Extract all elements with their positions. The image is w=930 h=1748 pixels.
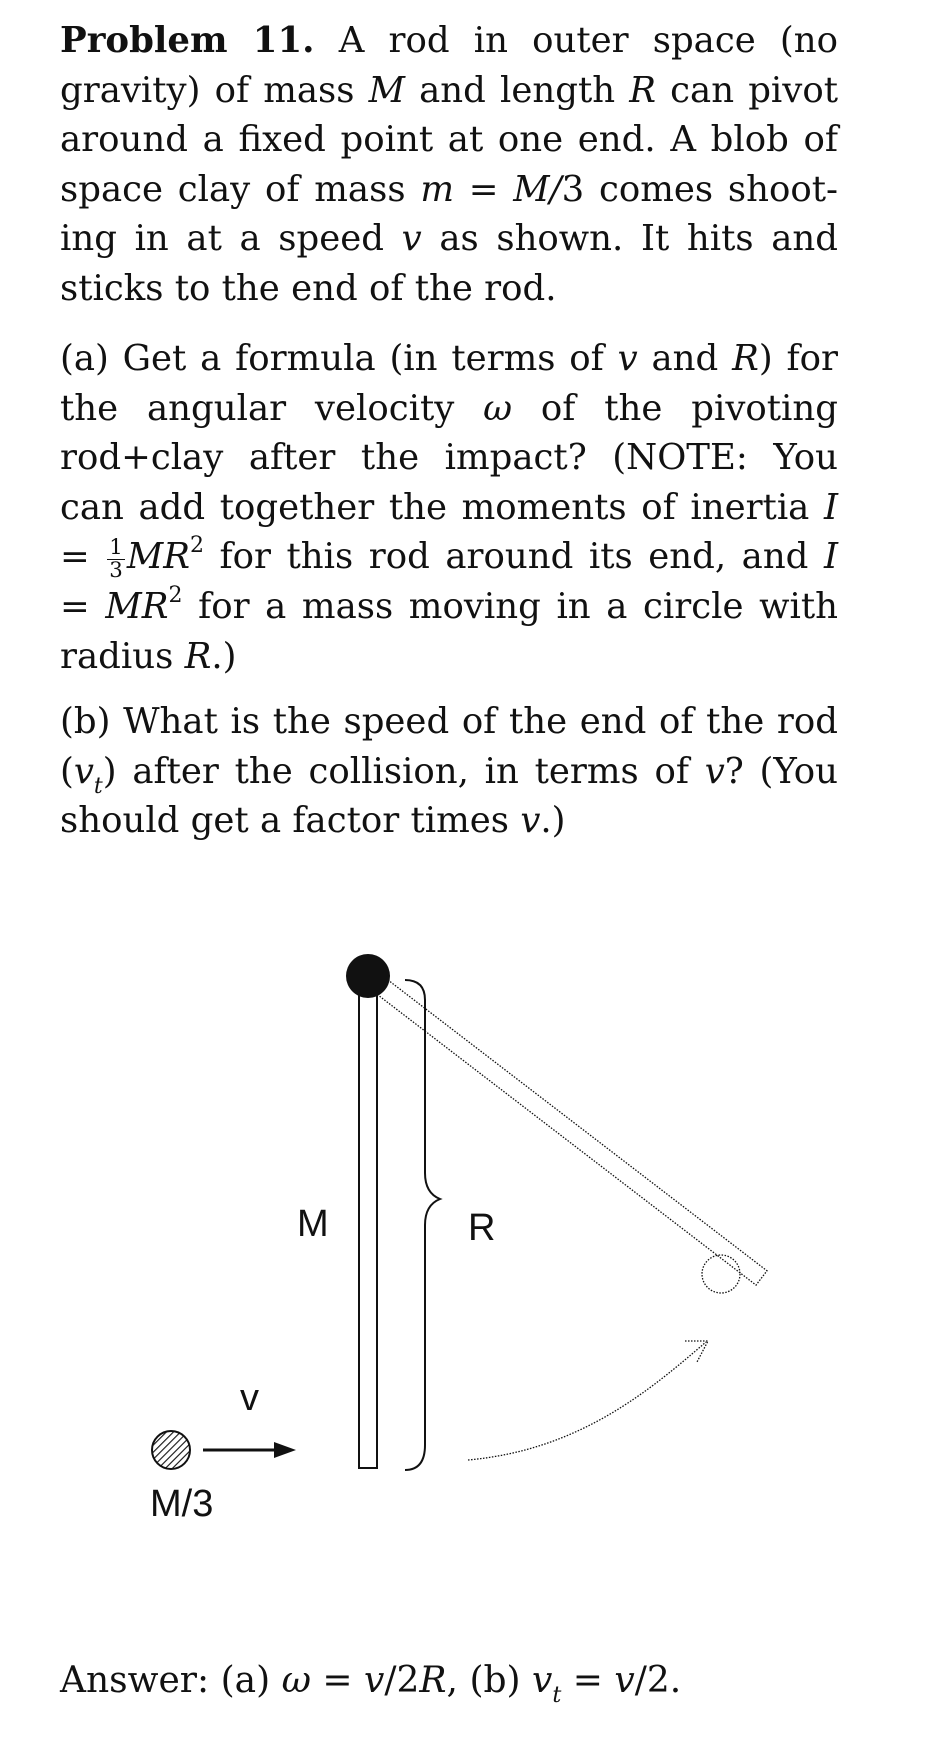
part-b-text-4: .): [540, 800, 566, 841]
problem-text-5: as shown. It hits and sticks to the end of the rod.: [60, 218, 838, 309]
rod-mass-label: M: [297, 1203, 329, 1245]
math-subscript-t: t: [552, 1682, 562, 1709]
rod-clay-diagram: [0, 940, 930, 1540]
math-eq: =: [322, 1660, 353, 1701]
math-v: v: [364, 1660, 385, 1701]
part-a-and: and: [651, 338, 719, 379]
part-a-text-1: (a) Get a formula (in terms of: [60, 338, 604, 379]
problem-heading: Problem 11.: [60, 20, 315, 61]
answer-part-b: (b): [469, 1660, 521, 1701]
math-I: I: [823, 536, 838, 577]
math-m: m: [420, 168, 454, 210]
part-a-text-4: for this rod around its end, and: [219, 536, 809, 577]
answer-prefix: Answer:: [60, 1660, 210, 1701]
velocity-label: v: [240, 1377, 259, 1419]
answer-comma: ,: [446, 1660, 458, 1701]
math-vt: v: [532, 1660, 553, 1701]
fraction-one-third: [107, 534, 125, 583]
math-subscript-t: t: [93, 773, 103, 799]
length-label: R: [468, 1207, 496, 1249]
blob-mass-label: M/3: [150, 1483, 214, 1525]
answer-line: [60, 1656, 682, 1709]
math-v: v: [401, 218, 422, 259]
problem-text-2: and length: [419, 69, 616, 111]
part-b-text-3: ? (You should get a factor times: [60, 750, 838, 841]
part-a-question: [60, 334, 838, 681]
math-MR: MR: [126, 536, 190, 577]
answer-a-divisor: /2: [384, 1660, 420, 1701]
velocity-arrowhead: [274, 1442, 296, 1458]
answer-b-value: /2.: [634, 1660, 682, 1701]
math-MR: MR: [105, 586, 169, 628]
answer-part-a: (a): [220, 1660, 271, 1701]
pivot-point: [346, 954, 390, 998]
math-mval-3: 3: [561, 168, 585, 210]
math-eq: =: [60, 536, 90, 577]
part-a-text-3: of the pivoting rod+clay after the impact? (NOTE: You can add together the moments of inertia: [60, 387, 838, 528]
math-I: I: [823, 486, 838, 528]
part-b-text-2: ) after the collision, in terms of: [102, 750, 689, 792]
problem-text-1: A rod in outer space (no gravity) of mass: [60, 20, 838, 111]
math-mval: M/: [513, 168, 562, 210]
math-exponent: 2: [168, 583, 183, 609]
math-v: v: [520, 800, 541, 841]
fraction-denominator: 3: [109, 557, 123, 583]
part-a-text-5: for a mass moving in a circle with radius: [60, 586, 838, 677]
trajectory-arrowhead: [685, 1341, 708, 1362]
math-M: M: [368, 69, 405, 111]
math-eq: =: [468, 168, 499, 210]
math-omega: ω: [483, 387, 513, 429]
problem-text-3: can pivot around a fixed point at one end. A blob of space clay of mass: [60, 69, 838, 210]
math-exponent: 2: [189, 532, 204, 558]
math-v: v: [617, 338, 638, 379]
math-vt: v: [73, 750, 94, 792]
problem-statement: [60, 16, 838, 313]
math-R: R: [732, 338, 759, 379]
math-v: v: [704, 750, 725, 792]
fraction-numerator: 1: [109, 534, 123, 560]
math-omega: ω: [281, 1660, 311, 1701]
part-b-question: [60, 697, 838, 846]
part-b-text-1: (b) What is the speed of the end of the rod (: [60, 701, 838, 792]
math-v: v: [614, 1660, 635, 1701]
math-eq: =: [572, 1660, 603, 1701]
rod: [359, 976, 377, 1468]
math-R: R: [184, 635, 212, 677]
math-R: R: [419, 1660, 447, 1701]
math-eq: =: [60, 586, 90, 628]
length-brace: [405, 980, 440, 1470]
rotated-rod: [363, 969, 767, 1285]
trajectory-arc: [468, 1342, 706, 1460]
part-a-text-6: .): [211, 635, 237, 677]
part-a-text-2: ) for the angular velocity: [60, 338, 838, 429]
clay-blob: [152, 1431, 190, 1469]
stuck-blob-outline: [702, 1255, 740, 1293]
math-R: R: [629, 69, 656, 111]
problem-text-4: comes shoot-ing in at a speed: [60, 168, 838, 259]
